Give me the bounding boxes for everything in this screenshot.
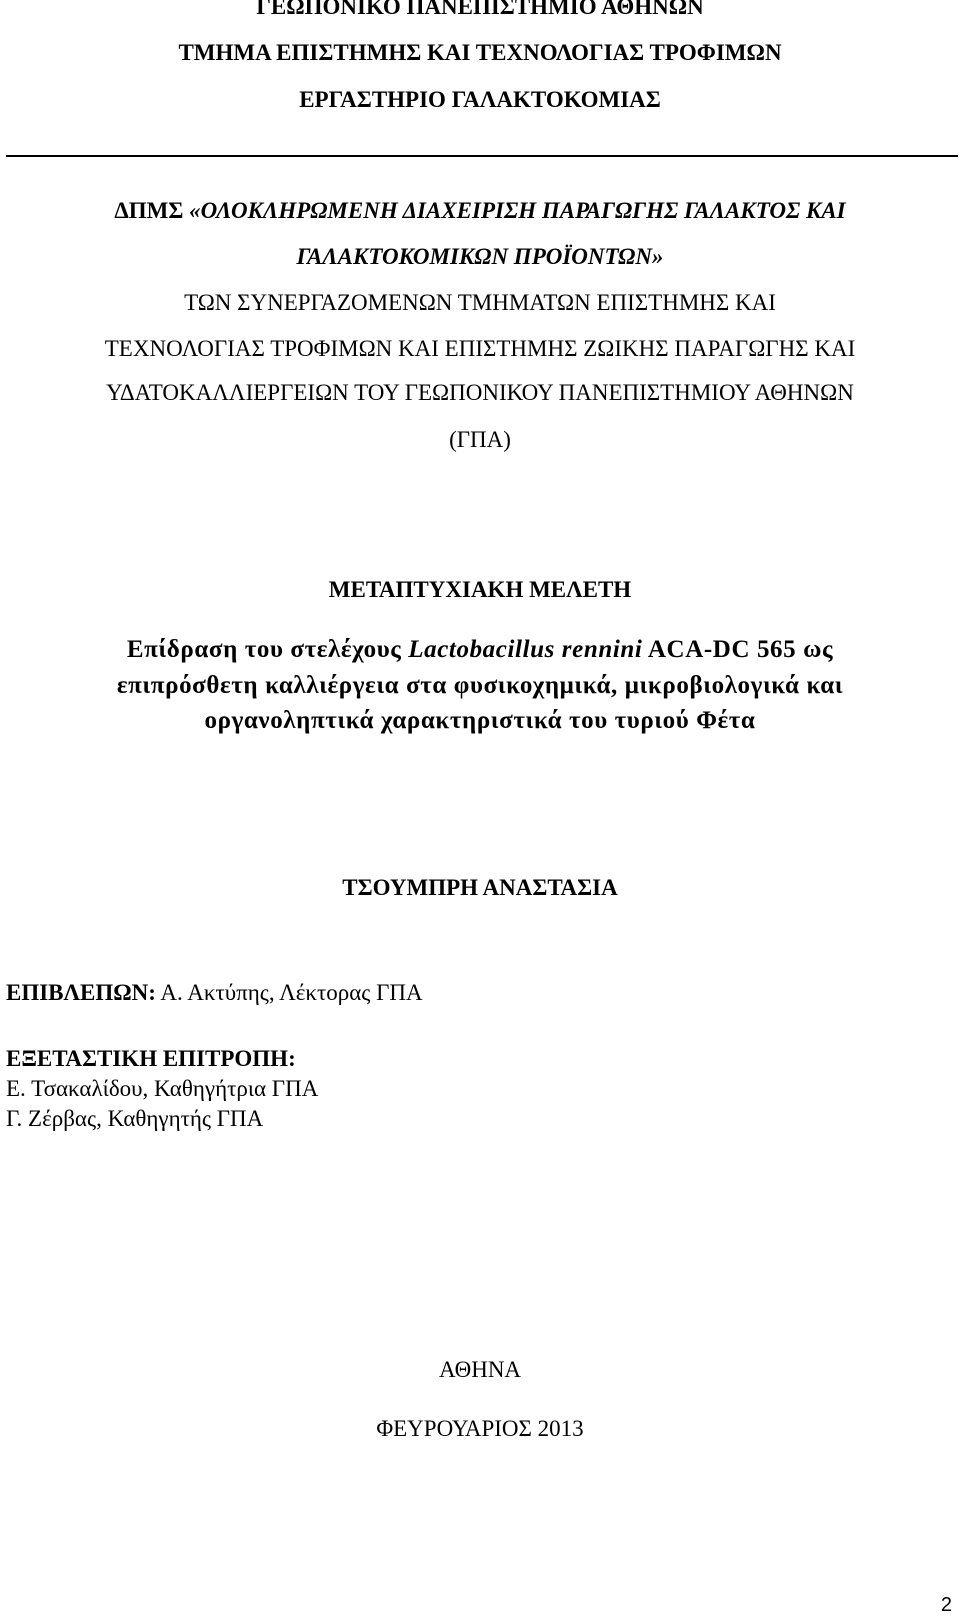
program-line-5: ΥΔΑΤΟΚΑΛΛΙΕΡΓΕΙΩΝ ΤΟΥ ΓΕΩΠΟΝΙΚΟΥ ΠΑΝΕΠΙΣΤΗΜΙΟΥ ΑΘΗΝΩΝ (106, 380, 854, 405)
study-type: ΜΕΤΑΠΤΥΧΙΑΚΗ ΜΕΛΕΤΗ (328, 577, 632, 602)
committee-member-2: Γ. Ζέρβας, Καθηγητής ΓΠΑ (6, 1106, 264, 1131)
university-name: ΓΕΩΠΟΝΙΚΟ ΠΑΝΕΠΙΣΤΗΜΙΟ ΑΘΗΝΩΝ (256, 0, 704, 19)
supervisor-value: Α. Ακτύπης, Λέκτορας ΓΠΑ (155, 980, 423, 1005)
program-line-2 (0, 244, 960, 270)
study-title-line-3: οργανοληπτικά χαρακτηριστικά του τυριού Φέτα (204, 707, 756, 734)
supervisor-label: ΕΠΙΒΛΕΠΩΝ: (6, 980, 156, 1005)
header-divider (6, 155, 958, 157)
study-title-line-1 (0, 636, 960, 664)
committee-label: ΕΞΕΤΑΣΤΙΚΗ ΕΠΙΤΡΟΠΗ: (6, 1046, 296, 1071)
footer-date: ΦΕΥΡΟΥΑΡΙΟΣ 2013 (376, 1416, 584, 1441)
study-title-line-2: επιπρόσθετη καλλιέργεια στα φυσικοχημικά, μικροβιολογικά και (116, 672, 844, 699)
study-title-prefix: Επίδραση του στελέχους (126, 636, 409, 663)
program-line-3: ΤΩΝ ΣΥΝΕΡΓΑΖΟΜΕΝΩΝ ΤΜΗΜΑΤΩΝ ΕΠΙΣΤΗΜΗΣ ΚΑΙ (184, 290, 776, 315)
program-line-4: ΤΕΧΝΟΛΟΓΙΑΣ ΤΡΟΦΙΜΩΝ ΚΑΙ ΕΠΙΣΤΗΜΗΣ ΖΩΙΚΗΣ ΠΑΡΑΓΩΓΗΣ ΚΑΙ (104, 336, 856, 361)
committee-member-1: Ε. Τσακαλίδου, Καθηγήτρια ΓΠΑ (6, 1076, 319, 1101)
page-number: 2 (940, 1594, 952, 1616)
program-line-1 (0, 198, 960, 224)
program-line-1-italic: «ΟΛΟΚΛΗΡΩΜΕΝΗ ΔΙΑΧΕΙΡΙΣΗ ΠΑΡΑΓΩΓΗΣ ΓΑΛΑΚΤΟΣ ΚΑΙ (189, 198, 846, 223)
department-name: ΤΜΗΜΑ ΕΠΙΣΤΗΜΗΣ ΚΑΙ ΤΕΧΝΟΛΟΓΙΑΣ ΤΡΟΦΙΜΩΝ (178, 40, 782, 65)
program-line-2-italic: ΓΑΛΑΚΤΟΚΟΜΙΚΩΝ ΠΡΟΪΟΝΤΩΝ» (296, 244, 664, 269)
laboratory-name: ΕΡΓΑΣΤΗΡΙΟ ΓΑΛΑΚΤΟΚΟΜΙΑΣ (299, 87, 661, 112)
author-name: ΤΣΟΥΜΠΡΗ ΑΝΑΣΤΑΣΙΑ (342, 875, 618, 900)
program-line-1-prefix: ΔΠΜΣ (114, 198, 190, 223)
program-line-6: (ΓΠΑ) (449, 427, 511, 452)
study-title-suffix: ACA-DC 565 ως (642, 636, 834, 663)
study-title-species: Lactobacillus rennini (408, 636, 643, 663)
footer-city: ΑΘΗΝΑ (438, 1357, 522, 1382)
supervisor-line (6, 980, 423, 1006)
